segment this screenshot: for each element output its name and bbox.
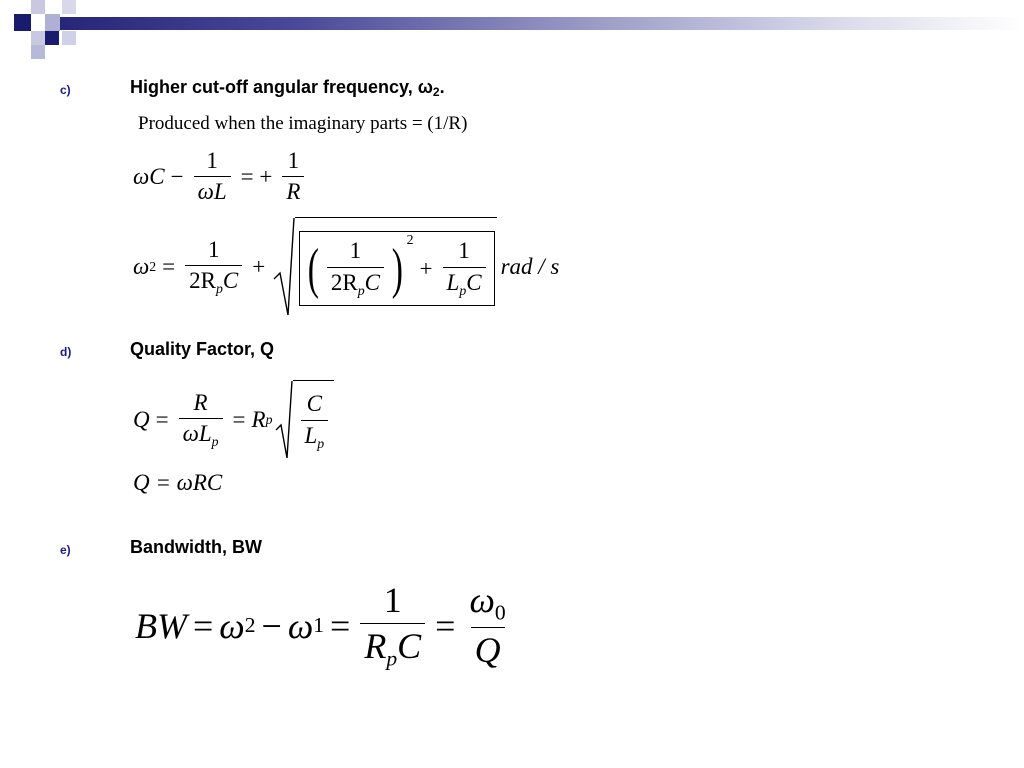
deco-square — [62, 0, 76, 14]
den-text: L — [304, 422, 318, 448]
section-label-d: d) — [60, 345, 72, 359]
num-subscript: 0 — [494, 600, 506, 625]
eq-omega: ω — [133, 254, 150, 279]
eq-fraction — [282, 148, 304, 206]
eq-fraction — [327, 238, 384, 298]
eq-operator: − — [261, 605, 282, 646]
section-heading-e: Bandwidth, BW — [130, 537, 262, 557]
eq-omega: ω — [287, 605, 314, 646]
frac-numerator — [465, 580, 509, 627]
eq-fraction — [185, 237, 242, 297]
den-subscript: p — [211, 434, 219, 450]
section-note-c: Produced when the imaginary parts = (1/R) — [138, 113, 468, 134]
frac-numerator: 1 — [349, 238, 362, 264]
section-label-e: e) — [60, 543, 71, 557]
eq-subscript: 2 — [244, 613, 256, 638]
den-subscript: p — [386, 646, 398, 671]
deco-square — [14, 14, 31, 31]
radical-sign — [273, 217, 295, 317]
eq-term: ωC — [133, 163, 165, 189]
den-subscript: p — [215, 281, 223, 297]
frac-denominator: ωL — [194, 176, 231, 205]
eq-units: rad / s — [500, 254, 560, 279]
deco-square — [45, 14, 60, 31]
eq-operator: = + — [240, 163, 273, 189]
frac-numerator: C — [306, 391, 323, 417]
frac-denominator — [327, 267, 384, 299]
eq-operator: = — [232, 407, 246, 432]
deco-square — [45, 31, 59, 45]
equation-d1 — [133, 380, 334, 460]
eq-fraction — [443, 238, 486, 298]
eq-operator: = — [435, 605, 456, 646]
header-decoration — [0, 0, 1024, 64]
frac-denominator — [185, 265, 242, 297]
den-text: 2R — [330, 269, 358, 295]
heading-subscript: 2 — [432, 85, 440, 99]
eq-fraction — [360, 580, 425, 672]
den-tail: C — [222, 268, 239, 294]
eq-term: R — [251, 407, 266, 432]
den-text: ωL — [182, 421, 212, 447]
deco-square — [31, 31, 45, 45]
frac-denominator — [301, 420, 329, 452]
frac-denominator — [443, 267, 486, 299]
eq-operator: + — [252, 254, 266, 279]
left-paren: ( — [307, 237, 320, 300]
frac-numerator: 1 — [207, 236, 220, 262]
den-subscript: p — [459, 282, 467, 298]
den-subscript: p — [357, 282, 365, 298]
deco-square — [31, 0, 45, 14]
eq-operator: = — [162, 254, 176, 279]
eq-fraction — [301, 391, 329, 451]
section-heading-c — [130, 77, 445, 99]
den-text: L — [446, 269, 460, 295]
header-gradient-bar — [60, 17, 1024, 30]
frac-numerator: R — [193, 389, 208, 415]
frac-numerator: 1 — [458, 238, 470, 264]
frac-numerator: 1 — [287, 148, 300, 173]
frac-denominator — [360, 623, 425, 671]
frac-denominator: Q — [471, 627, 505, 671]
den-text: R — [364, 626, 387, 667]
eq-operator: + — [419, 255, 433, 281]
frac-denominator: R — [282, 176, 304, 205]
eq-operator: − — [170, 163, 184, 189]
frac-denominator — [179, 418, 223, 450]
deco-square — [31, 45, 45, 59]
deco-square — [62, 31, 76, 45]
radicand — [295, 217, 496, 317]
eq-subscript: 2 — [149, 259, 157, 274]
eq-operator: = — [192, 605, 214, 646]
equation-c2 — [133, 216, 559, 318]
eq-power: 2 — [406, 232, 414, 248]
section-label-c: c) — [60, 83, 71, 97]
equation-c1 — [133, 148, 308, 206]
frac-numerator: 1 — [206, 148, 218, 173]
section-heading-d: Quality Factor, Q — [130, 339, 275, 359]
heading-tail: . — [439, 77, 445, 97]
eq-fraction — [179, 390, 223, 450]
eq-operator: = — [330, 605, 351, 646]
den-subscript: p — [317, 435, 325, 451]
eq-term: Q — [133, 407, 150, 432]
den-tail: C — [364, 269, 380, 295]
square-root — [273, 217, 496, 317]
heading-text: Higher cut-off angular frequency, ω — [130, 77, 433, 97]
eq-omega: ω — [219, 605, 245, 646]
eq-operator: = — [155, 407, 169, 432]
square-bracket — [299, 231, 494, 305]
frac-numerator: 1 — [383, 580, 402, 620]
radical-sign — [275, 380, 293, 460]
num-omega: ω — [469, 580, 495, 620]
den-text: 2R — [189, 268, 216, 294]
equation-e — [135, 580, 514, 672]
den-tail: C — [397, 626, 422, 667]
eq-subscript: 1 — [313, 613, 325, 638]
den-tail: C — [466, 269, 482, 295]
equation-d2: Q = ωRC — [133, 470, 223, 495]
eq-term: BW — [135, 605, 187, 646]
radicand — [293, 380, 335, 460]
eq-fraction — [465, 580, 509, 672]
right-paren: ) — [391, 237, 403, 300]
eq-fraction — [194, 148, 231, 206]
square-root — [275, 380, 335, 460]
eq-superscript: p — [265, 412, 273, 427]
